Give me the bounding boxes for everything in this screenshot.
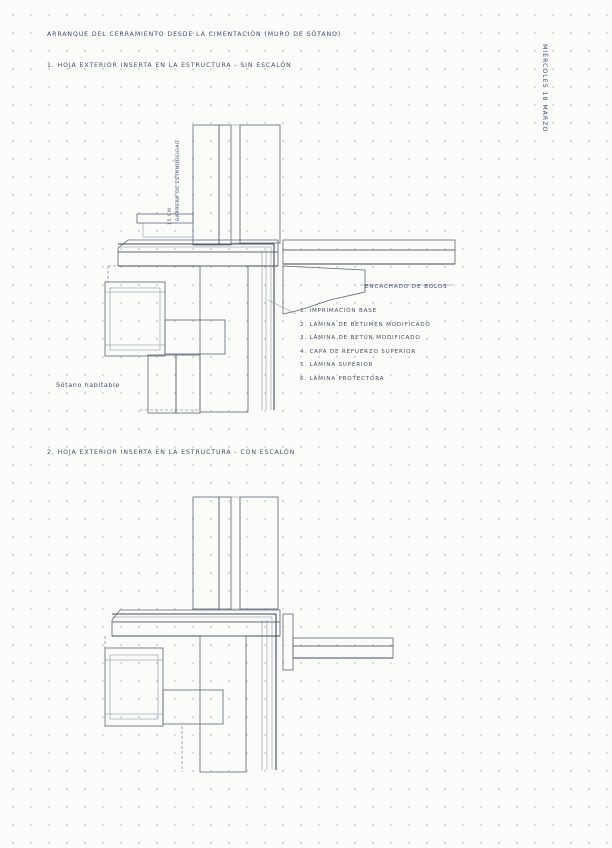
legend-item-6: 6. LÁMINA PROTECTORA <box>300 375 385 382</box>
section-1-heading: 1. HOJA EXTERIOR INSERTA EN LA ESTRUCTURA - SIN ESCALÓN <box>47 62 292 69</box>
legend-item-2: 2. LÁMINA DE BETUMEN MODIFICADO <box>300 321 431 328</box>
gravel-label: ENCACHADO DE BOLOS <box>365 284 448 290</box>
legend-item-4: 4. CAPA DE REFUERZO SUPERIOR <box>300 348 417 355</box>
detail-2 <box>105 497 393 772</box>
detail-1 <box>105 125 455 413</box>
dimension-label-a: 15 CM <box>168 207 173 225</box>
legend-item-1: 1. IMPRIMACIÓN BASE <box>300 308 377 314</box>
dimension-label-b: BARRERA DE ESTANQUEIDAD <box>176 139 181 221</box>
legend-item-3: 3. LÁMINA DE BETÚN MODIFICADO <box>300 335 421 342</box>
page-title: ARRANQUE DEL CERRAMIENTO DESDE LA CIMENTACIÓN (MURO DE SÓTANO) <box>47 31 342 38</box>
legend-item-5: 5. LÁMINA SUPERIOR <box>300 362 374 369</box>
section-2-heading: 2. HOJA EXTERIOR INSERTA EN LA ESTRUCTURA - CON ESCALÓN <box>47 449 296 456</box>
date-label: MIÉRCOLES 18 MARZO <box>541 44 548 133</box>
room-label: Sótano habitable <box>56 381 120 389</box>
